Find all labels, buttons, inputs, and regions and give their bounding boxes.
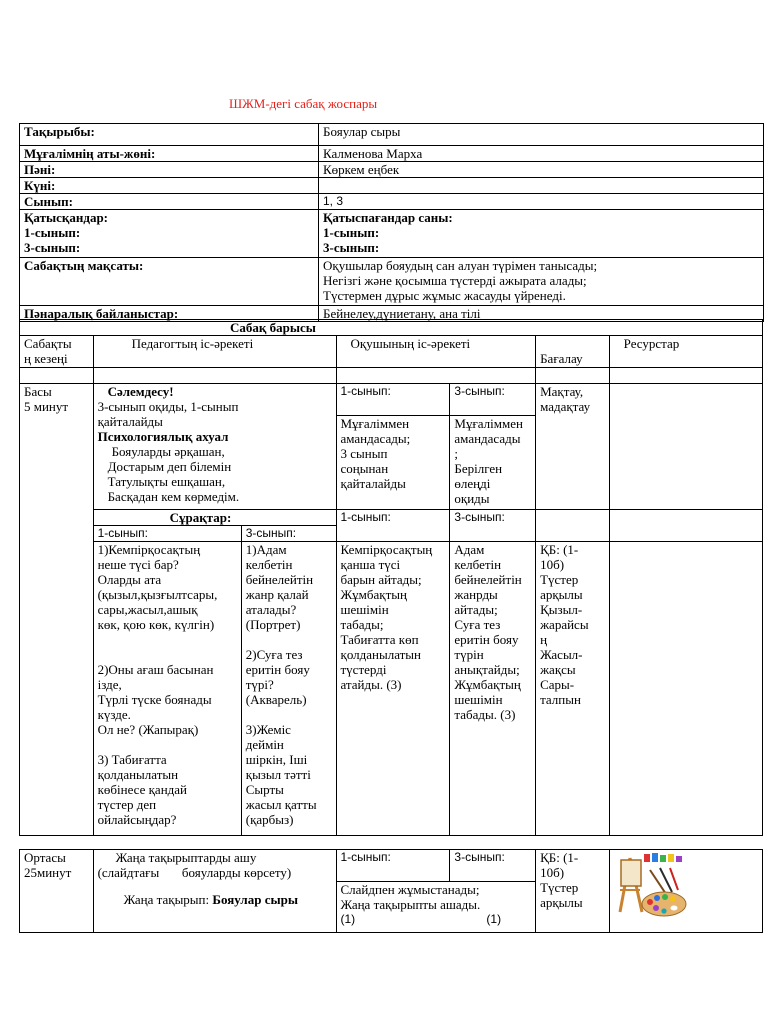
a-line: табады; (340, 617, 384, 632)
present-label: Қатысқандар: (24, 210, 109, 225)
absent-label: Қатыспағандар саны: (323, 210, 453, 225)
q-line: 1)Кемпірқосақтың (97, 542, 201, 557)
text-line: соңынан (340, 461, 389, 476)
q-line: бейнелейтін (245, 572, 314, 587)
q-line: көбінесе қандай (97, 782, 188, 797)
topic-value: Бояулар сыры (319, 124, 764, 146)
stage1-s-grade1: 1-сынып: (336, 510, 450, 542)
q-line: (қызыл,қызғылтсары, (97, 587, 218, 602)
score-grade1: (1) (340, 912, 356, 926)
col-stage (20, 336, 94, 368)
score-grade3: (1) (486, 912, 502, 926)
text-line: Мұғаліммен (340, 416, 410, 431)
assess-line: 10б) (540, 865, 565, 880)
q-line: (қарбыз) (245, 812, 294, 827)
links-label: Пәнаралық байланыстар: (20, 306, 319, 322)
assess-line: арқылы (540, 895, 583, 910)
q-line-blank (98, 632, 237, 647)
assess-line: Қызыл- (540, 602, 583, 617)
q-line: қызыл тәтті (245, 767, 311, 782)
lesson-info-table (19, 123, 764, 322)
a-line: табады. (3) (454, 707, 516, 722)
a-line: барын айтады; (340, 572, 422, 587)
a-line: Суға тез (454, 617, 501, 632)
new-topic-prefix: Жаңа тақырып: (123, 892, 213, 907)
a-line: Жұмбақтың (340, 587, 407, 602)
stage2-student (336, 882, 536, 933)
text-line: Мұғаліммен (454, 416, 523, 431)
topic-label: Тақырыбы: (20, 124, 319, 146)
a-line: жанрды (454, 587, 498, 602)
q-line: Түрлі түске боянады (97, 692, 212, 707)
q-line: 3) Табиғатта (97, 752, 167, 767)
absent-grade3: 3-сынып: (323, 240, 380, 255)
q-line-blank (246, 632, 332, 647)
mood-title: Психологиялық ахуал (97, 429, 229, 444)
poem-line: Достарым деп білемін (107, 459, 232, 474)
text-line: Берілген (454, 461, 503, 476)
q-line: шіркін, Іші (245, 752, 308, 767)
stage2-assessment (536, 850, 610, 933)
teacher-line: Жаңа тақырыптарды ашу (115, 850, 257, 865)
stage2-name: Ортасы (24, 850, 66, 865)
read-line: қайталайды (97, 414, 163, 429)
assessment-line: мадақтау (540, 399, 591, 414)
q-line: (Портрет) (245, 617, 301, 632)
q-line-blank (98, 737, 237, 752)
stage2-time: 25минут (24, 865, 72, 880)
lesson-progress-heading: Сабақ барысы (20, 320, 763, 336)
teacher-name-label: Мұғалімнің аты-жөні: (20, 146, 319, 162)
col-resources: Ресурстар (609, 336, 762, 368)
goal-label: Сабақтың мақсаты: (20, 258, 319, 306)
teacher-line: (слайдтағы бояуларды көрсету) (97, 865, 292, 880)
q-line: Оларды ата (97, 572, 162, 587)
assess-line: арқылы (540, 587, 583, 602)
q-line: неше түсі бар? (97, 557, 179, 572)
q-line-blank (246, 707, 332, 722)
q-line: сары,жасыл,ашық (97, 602, 198, 617)
stage1-res-empty (609, 510, 762, 542)
q-line: деймін (245, 737, 284, 752)
stage1-res2 (609, 542, 762, 836)
assess-line: ң (540, 632, 548, 647)
assess-line: Жасыл- (540, 647, 583, 662)
stage1-assessment (536, 384, 610, 510)
assess-line: Түстер (540, 572, 579, 587)
attendance-absent (319, 210, 764, 258)
student-line: Жаңа тақырыпты ашады. (340, 897, 481, 912)
goal-line: Негізгі және қосымша түстерді ажырата алады; (323, 273, 587, 288)
stage1-cell (20, 384, 94, 836)
teacher-name-value: Калменова Марха (319, 146, 764, 162)
stage2-grade1-label: 1-сынып: (336, 850, 450, 882)
a-line: Табиғатта көп (340, 632, 419, 647)
q-line: қолданылатын (97, 767, 179, 782)
date-label: Күні: (20, 178, 319, 194)
q-line-blank (98, 647, 237, 662)
a-line: атайды. (3) (340, 677, 402, 692)
assess-line: жақсы (540, 662, 576, 677)
a-line: шешімін (454, 692, 503, 707)
q-line: келбетін (245, 557, 293, 572)
text-line: қайталайды (340, 476, 406, 491)
q-grade3-label: 3-сынып: (241, 526, 336, 542)
class-label: Сынып: (20, 194, 319, 210)
poem-line: Татулықты ешқашан, (107, 474, 226, 489)
a-line: еритін бояу (454, 632, 519, 647)
painter-palette-easel-icon (616, 850, 688, 920)
q-line: жасыл қатты (245, 797, 317, 812)
blank-line (98, 880, 332, 892)
q-line: түрі? (245, 677, 274, 692)
spacer-cell (20, 368, 94, 384)
stage1-resources (609, 384, 762, 510)
page-title: ШЖМ-дегі сабақ жоспары (229, 96, 378, 111)
q-line: 2)Суға тез (245, 647, 303, 662)
poem-line: Бояуларды әрқашан, (111, 444, 225, 459)
stage2-cell (20, 850, 94, 933)
a-line: бейнелейтін (454, 572, 522, 587)
q-line: (Акварель) (245, 692, 307, 707)
q-line: түстер деп (97, 797, 157, 812)
q-line: Ол не? (Жапырақ) (97, 722, 199, 737)
q-line: көк, қою көк, күлгін) (97, 617, 215, 632)
a-line: Адам (454, 542, 485, 557)
class-value: 1, 3 (319, 194, 764, 210)
stage1-assessment2 (536, 542, 610, 836)
col-teacher: Педагогтың іс-әрекеті (93, 336, 336, 368)
links-value: Бейнелеу,дүниетану, ана тілі (319, 306, 764, 322)
spacer-cell (536, 368, 610, 384)
text-line: амандасады (454, 431, 521, 446)
subject-value: Көркем еңбек (319, 162, 764, 178)
score-line (341, 912, 532, 927)
a-line: түстерді (340, 662, 387, 677)
stage1-teacher (93, 384, 336, 510)
greeting: Сәлемдесу! (107, 384, 174, 399)
q-line: күзде. (97, 707, 131, 722)
poem-line: Басқадан кем көрмедім. (107, 489, 240, 504)
a-line: қолданылатын (340, 647, 422, 662)
assess-line: ҚБ: (1- (540, 542, 579, 557)
q-grade1-label: 1-сынып: (93, 526, 241, 542)
stage2-grade3-label: 3-сынып: (450, 850, 536, 882)
goal-line: Оқушылар бояудың сан алуан түрімен танысады; (323, 258, 598, 273)
goal-value (319, 258, 764, 306)
q-line: Сырты (245, 782, 284, 797)
date-value (319, 178, 764, 194)
q-line: аталады? (245, 602, 297, 617)
assess-line: жарайсы (540, 617, 589, 632)
stage1-s-grade3: 3-сынып: (450, 510, 536, 542)
a-line: шешімін (340, 602, 389, 617)
a-line: Жұмбақтың (454, 677, 521, 692)
stage2-teacher (93, 850, 336, 933)
assess-line: 10б) (540, 557, 565, 572)
goal-line: Түстермен дұрыс жұмыс жасауды үйренеді. (323, 288, 566, 303)
lesson-progress-grid (19, 319, 763, 933)
spacer-cell (336, 368, 536, 384)
text-line: оқиды (454, 491, 490, 506)
q-line: 3)Жеміс (245, 722, 291, 737)
new-topic: Бояулар сыры (212, 892, 299, 907)
a-line: анықтайды; (454, 662, 520, 677)
a-line: келбетін (454, 557, 502, 572)
q-line: жанр қалай (245, 587, 309, 602)
assess-line: талпын (540, 692, 581, 707)
a-grade1-text (336, 542, 450, 836)
absent-grade1: 1-сынып: (323, 225, 380, 240)
q-grade1-text (93, 542, 241, 836)
assess-line: Сары- (540, 677, 575, 692)
stage1-grade3-label: 3-сынып: (450, 384, 536, 416)
assess-line: Түстер (540, 880, 579, 895)
present-grade1: 1-сынып: (24, 225, 81, 240)
q-line: 2)Оны ағаш басынан (97, 662, 214, 677)
spacer-cell (93, 368, 336, 384)
stage1-assess-empty (536, 510, 610, 542)
a-line: түрін (454, 647, 484, 662)
student-line: Слайдпен жұмыстанады; (340, 882, 480, 897)
col-stage-line2: ң кезеңі (24, 351, 68, 366)
text-line: өлеңді (454, 476, 491, 491)
text-line: амандасады; (340, 431, 411, 446)
a-line: Кемпірқосақтың (340, 542, 433, 557)
attendance-present (20, 210, 319, 258)
a-line: айтады; (454, 602, 498, 617)
col-stage-line1: Сабақты (24, 336, 72, 351)
assessment-line: Мақтау, (540, 384, 584, 399)
stage1-grade1-label: 1-сынып: (336, 384, 450, 416)
a-grade3-text (450, 542, 536, 836)
q-line: ізде, (97, 677, 122, 692)
stage1-grade1-text (336, 416, 450, 510)
questions-heading: Сұрақтар: (93, 510, 336, 526)
a-line: қанша түсі (340, 557, 401, 572)
col-student: Оқушының іс-әрекеті (336, 336, 536, 368)
col-assessment: Бағалау (536, 336, 610, 368)
spacer-cell (609, 368, 762, 384)
q-line: еритін бояу (245, 662, 310, 677)
q-line: ойлайсыңдар? (97, 812, 177, 827)
text-line: ; (454, 446, 459, 461)
q-line: 1)Адам (245, 542, 287, 557)
subject-label: Пәні: (20, 162, 319, 178)
q-grade3-text (241, 542, 336, 836)
stage1-grade3-text (450, 416, 536, 510)
new-topic-line (98, 892, 332, 907)
stage1-time: 5 минут (24, 399, 69, 414)
assess-line: ҚБ: (1- (540, 850, 579, 865)
stage1-name: Басы (24, 384, 52, 399)
present-grade3: 3-сынып: (24, 240, 81, 255)
read-line: 3-сынып оқиды, 1-сынып (97, 399, 239, 414)
text-line: 3 сынып (340, 446, 388, 461)
gap-row (20, 836, 763, 850)
